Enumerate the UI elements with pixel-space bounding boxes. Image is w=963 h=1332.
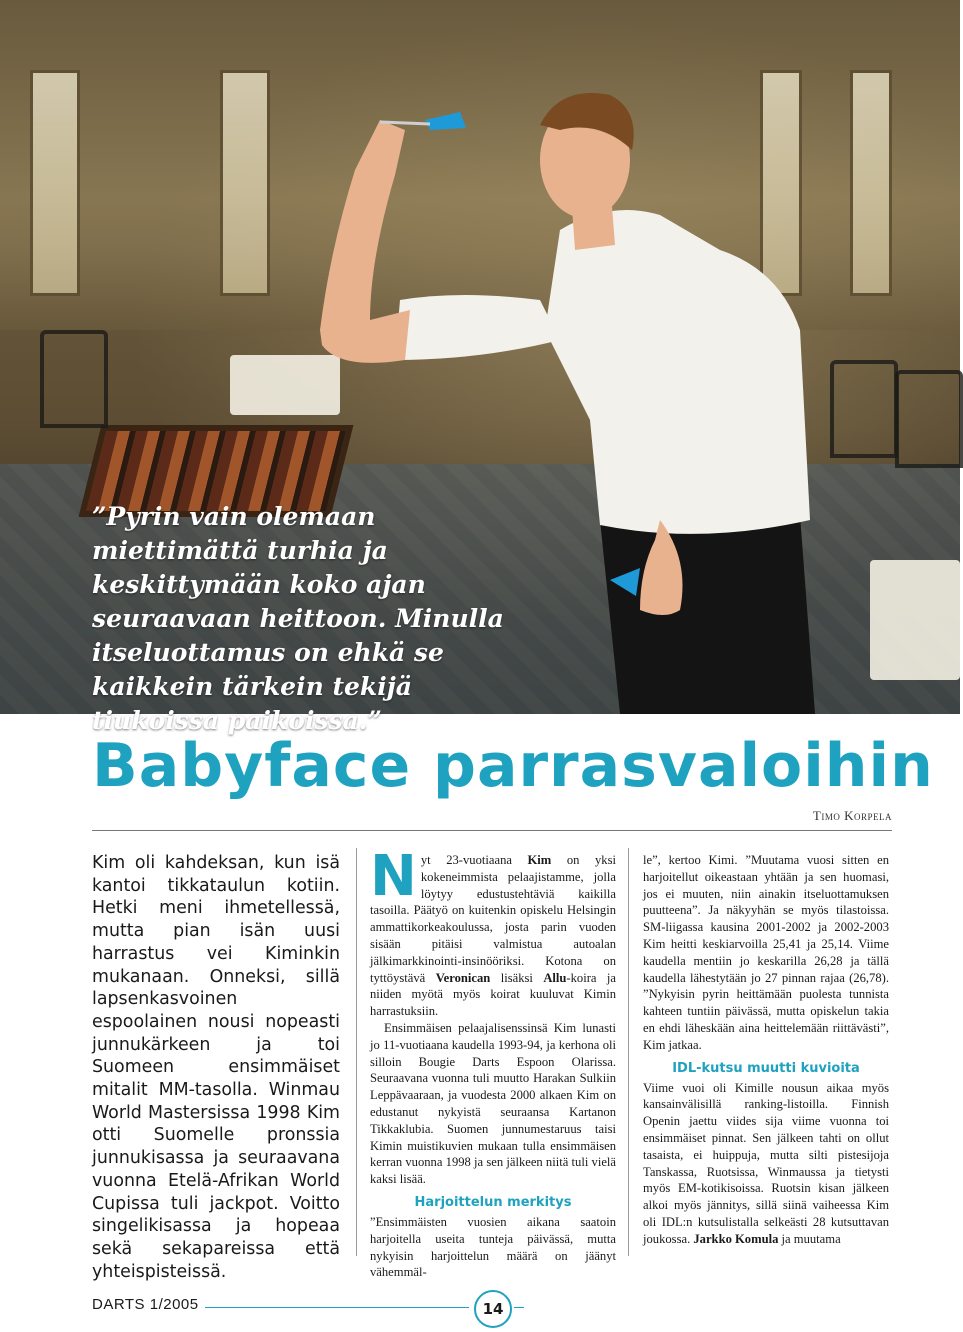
footer-rule xyxy=(205,1307,469,1308)
text-run: yt 23-vuotiaana xyxy=(420,853,528,867)
drop-cap: N xyxy=(370,844,417,909)
text-run: -koira ja niiden myötä myös koirat kuuluvat Kimin harrastuksiin. xyxy=(370,970,616,1019)
footer-rule xyxy=(514,1307,524,1308)
body-column-2 xyxy=(643,852,889,1248)
article-headline: Babyface parrasvaloihin xyxy=(92,731,934,801)
text-run: Viime vuoi oli Kimille nousun aikaa myös kansainvälisillä ranking-listoilla. Finnish Openin jaettu viides sija viime vuonna toi ensimmäiset pinnat. Sen jälkeen tahti on ollut tasaista, ei huippuja, mutta silti pistesijoja Tanskassa, Ruotsissa, Winmaussa ja tietysti myös EM-kotikisoissa. Ruotsin kisan jälkeen alkoi myös jännitys, sillä siinä vaiheessa Kim oli IDL:n kutsulistalla selkeästi 28 kutsuttavan joukossa. xyxy=(643,1080,889,1246)
headline-rule xyxy=(92,830,892,831)
column-divider xyxy=(356,848,357,1256)
page-number: 14 xyxy=(474,1290,512,1328)
column-divider xyxy=(628,848,629,1256)
paragraph: le”, kertoo Kimi. ”Muutama vuosi sitten en harjoitellut oikeastaan yhtään ja sen huomasi, jos ei muuten, niin ainakin itseluottamuksen puutteena”. Ja näkyyhän se myös tilastoissa. SM-liigassa kausina 2001-2002 ja 2002-2003 Kim heitti keskiarvoilla 25,41 ja 25,14. Viime kaudella mentiin jo keskarilla 26,28 ja tällä kaudella lähestytään jo 27 pinnan rajaa (26,78). ”Nykyisin pyrin heittämään puolesta tunnista kahteen tuntiin päivässä, mutta opiskelun takia en ehdi läheskään aina heittelemään riittävästi”, Kim jatkaa. xyxy=(643,853,889,1052)
byline-author: Timo Korpela xyxy=(812,808,892,823)
intro-lead: Kim oli kahdeksan, kun isä kantoi tikkataulun kotiin. Hetki meni ihmetellessä, mutta pian isän uusi harrastus vei Kiminkin mukanaan. Onneksi, sillä lapsenkasvoinen espoolainen nousi nopeasti junnukärkeen ja toi Suomeen ensimmäiset mitalit MM-tasolla. Winmau World Mastersissa 1998 Kim otti Suomelle pronssia junnukisassa ja seuraavana vuonna Etelä-Afrikan World Cupissa tuli jackpot. Voitto singelikisassa ja hopeaa sekä sekapareissa että yhteispisteissä. xyxy=(92,853,340,1282)
paragraph xyxy=(370,844,616,1020)
name-jarkko-komula: Jarkko Komula xyxy=(693,1231,779,1246)
paragraph: Ensimmäisen pelaajalisenssinsä Kim lunasti jo 11-vuotiaana kaudella 1993-94, ja kerhona oli silloin Bougie Darts Espoon Olarissa. Seuraavana vuonna tuli muutto Harakan Sulkiin Leppävaaraan, ja vuodesta 2000 alkaen Kim on edustanut nykyistä seuraansa Kartanon Tikkaklubia. Suomen junnumestaruus taisi Kimin muistikuvien mukaan tulla ensimmäisen kerran vuonna 1998 ja sen jälkeen niitä tuli vielä kaksi lisää. xyxy=(370,1020,616,1187)
text-run: ja muutama xyxy=(778,1231,841,1246)
paragraph: ”Ensimmäisten vuosien aikana saatoin harjoitella useita tunteja päivässä, mutta nykyisin harjoittelun määrä on jäänyt vähemmäl- xyxy=(370,1214,616,1280)
body-column-1 xyxy=(370,844,616,1281)
name-allu: Allu xyxy=(543,970,567,985)
text-run: on yksi kokeneimmista pelaajistamme, jolla löytyy edustustehtäviä kaikilla tasoilla. Päätyö on kuitenkin opiskelu Helsingin ammattikorkeakoulussa, josta parin vuoden sisään pitäisi valmistua autoalan jälkimarkkinointi-insinööriksi. Kotona on tyttöystävä xyxy=(370,853,616,985)
name-veronica: Veronican xyxy=(435,970,491,985)
text-run: lisäksi xyxy=(490,970,544,985)
subheading-idl: IDL-kutsu muutti kuvioita xyxy=(672,1060,860,1076)
subheading-harjoittelu: Harjoittelun merkitys xyxy=(414,1194,572,1210)
paragraph xyxy=(643,1080,889,1248)
magazine-issue: DARTS 1/2005 xyxy=(92,1296,199,1313)
pull-quote: ”Pyrin vain olemaan miettimättä turhia ja keskittymään koko ajan seuraavaan heittoon. Minulla itseluottamus on ehkä se kaikkein tärkein tekijä tiukoissa paikoissa.” xyxy=(92,502,504,735)
name-kim: Kim xyxy=(527,853,552,867)
